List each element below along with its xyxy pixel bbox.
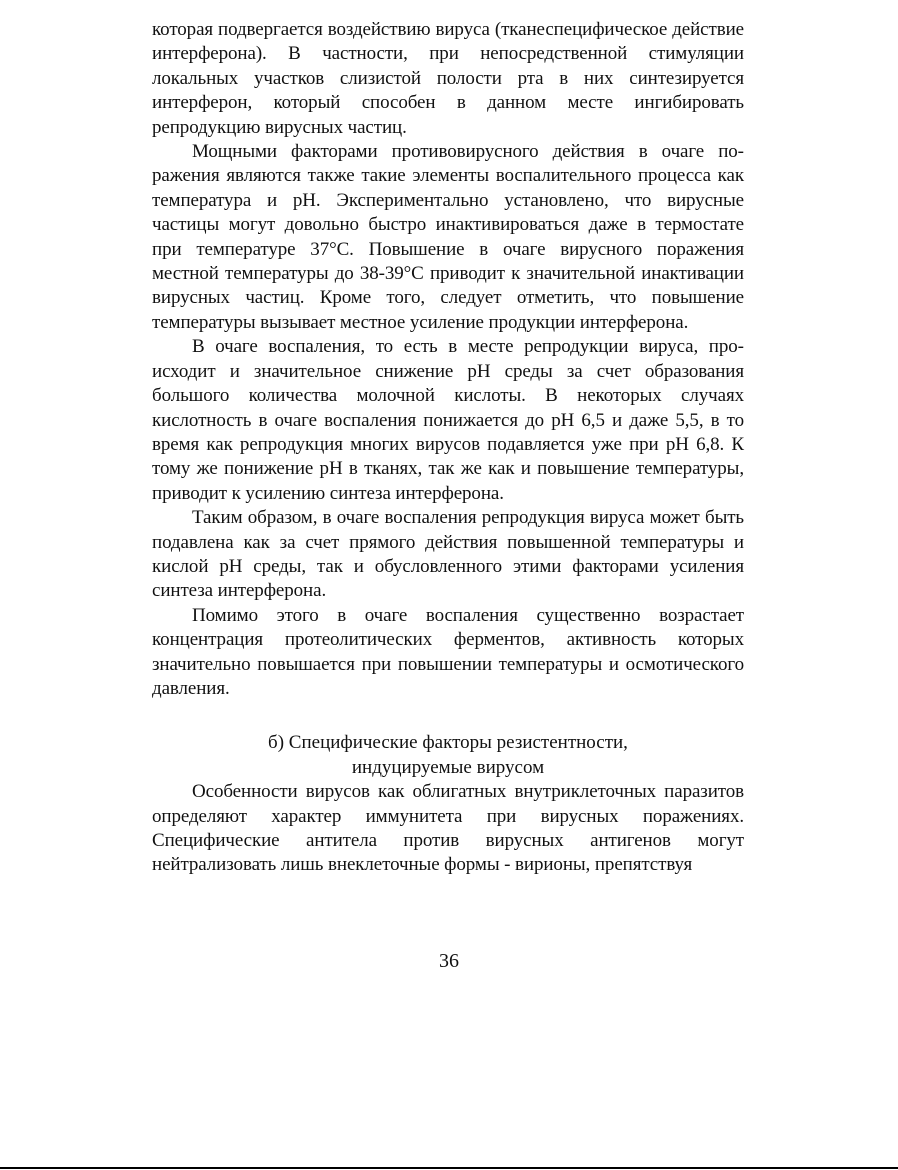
paragraph-5: Помимо этого в очаге воспаления существенно возрастает концентрация протеолитических ферментов, активность которых значительно повышается при повышении температуры и осмотического давления.: [152, 604, 744, 699]
paragraph-4: Таким образом, в очаге воспаления репродукция вируса может быть подавлена как за счет прямого действия повышенной температуры и кислой pH среды, так и обусловленного этими факторами усиления синтеза интерферона.: [152, 507, 744, 602]
section-heading: [152, 731, 744, 780]
paragraph-2: Мощными факторами противовирусного действия в очаге поражения являются также такие элементы воспалительного процесса как температура и pH. Экспериментально установлено, что вирусные частицы могут довольно быстро инактивироваться даже в термостате при температуре 37°С. Повышение в очаге вирусного поражения местной температуры до 38-39°С приводит к значительной инактивации вирусных частиц. Кроме того, следует отметить, что повышение температуры вызывает местное усиление продукции интерферона.: [152, 141, 744, 333]
paragraph-3: В очаге воспаления, то есть в месте репродукции вируса, происходит и значительное снижение pH среды за счет образования большого количества молочной кислоты. В некоторых случаях кислотность в очаге воспаления понижается до pH 6,5 и даже 5,5, в то время как репродукция многих вирусов подавляется уже при pH 6,8. К тому же понижение pH в тканях, так же как и повышение температуры, приводит к усилению синтеза интерферона.: [152, 336, 744, 504]
paragraph-6: Особенности вирусов как облигатных внутриклеточных паразитов определяют характер иммунитета при вирусных поражениях. Специфические антитела против вирусных антигенов могут нейтрализовать лишь внеклеточные формы - вирионы, препятствуя: [152, 781, 744, 876]
bottom-border: [0, 1167, 898, 1169]
paragraph-1: которая подвергается воздействию вируса (тканеспецифическое действие интерферона). В частности, при непосредственной стимуляции локальных участков слизистой полости рта в них синтезируется интерферон, который способен в данном месте ингибировать репродукцию вирусных частиц.: [152, 19, 744, 138]
section-heading-line-1: б) Специфические факторы резистентности,: [268, 732, 628, 754]
section-heading-line-2: индуцируемые вирусом: [351, 756, 545, 778]
page-number: 36: [439, 950, 459, 972]
page-body: [152, 18, 744, 878]
